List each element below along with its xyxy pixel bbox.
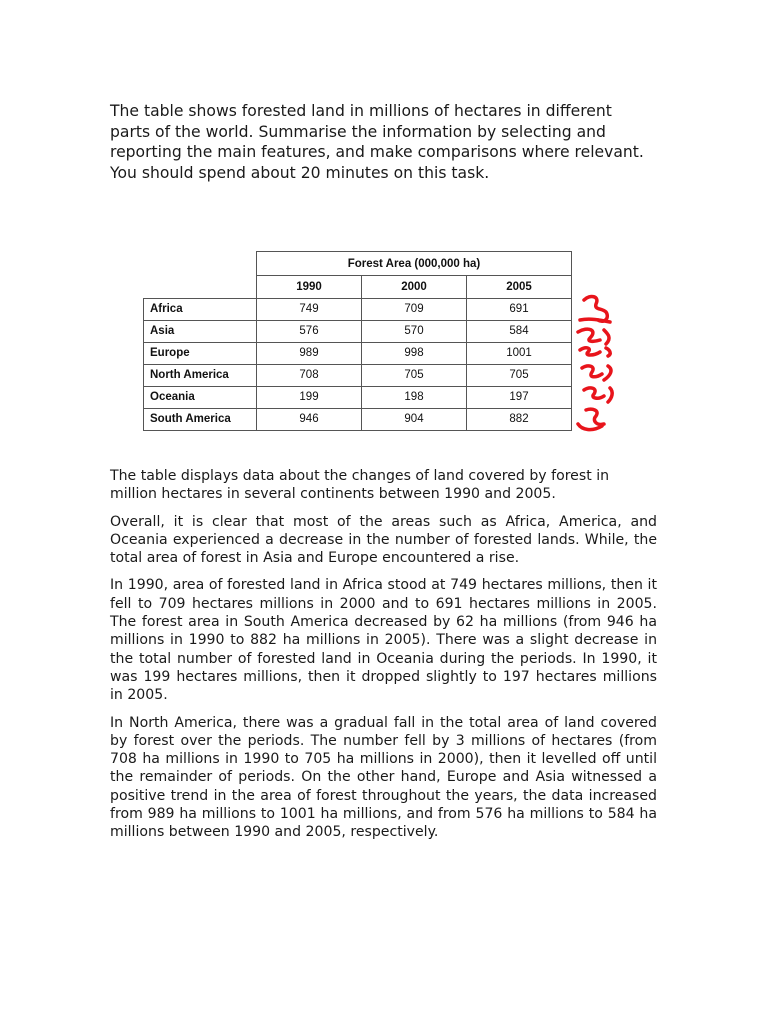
table-cell: 998 [362, 342, 467, 364]
year-header: 2005 [467, 276, 572, 299]
table-row [144, 298, 572, 320]
region-label: Africa [144, 298, 257, 320]
forest-area-table-container [143, 251, 572, 431]
region-label: South America [144, 408, 257, 430]
handwritten-mark [578, 319, 610, 344]
essay-paragraph: The table displays data about the changes of land covered by forest in million hectares in several continents between 1990 and 2005. [110, 468, 610, 503]
table-cell: 708 [257, 364, 362, 386]
table-title-row [144, 252, 572, 276]
handwritten-mark [582, 366, 611, 380]
handwritten-mark [584, 297, 607, 322]
region-label: Oceania [144, 386, 257, 408]
table-cell: 904 [362, 408, 467, 430]
table-row [144, 364, 572, 386]
year-header: 2000 [362, 276, 467, 299]
table-row [144, 408, 572, 430]
handwritten-mark [578, 409, 604, 429]
table-cell: 199 [257, 386, 362, 408]
table-cell: 584 [467, 320, 572, 342]
table-cell: 691 [467, 298, 572, 320]
table-cell: 705 [362, 364, 467, 386]
table-cell: 882 [467, 408, 572, 430]
table-title: Forest Area (000,000 ha) [257, 252, 572, 276]
essay-paragraph: In North America, there was a gradual fall in the total area of land covered by forest over the periods. The number fell by 3 millions of hectares (from 708 ha millions in 1990 to 705 ha millions in 2000), then it levelled off until the remainder of periods. On the other hand, Europe and Asia witnessed a positive trend in the area of forest throughout the years, the data increased from 989 ha millions to 1001 ha millions, and from 576 ha millions to 584 ha millions between 1990 and 2005, respectively. [110, 714, 657, 841]
essay-body [110, 467, 657, 851]
table-cell: 570 [362, 320, 467, 342]
handwritten-annotation [570, 290, 640, 445]
table-cell: 197 [467, 386, 572, 408]
region-label: Europe [144, 342, 257, 364]
table-cell: 749 [257, 298, 362, 320]
region-label: Asia [144, 320, 257, 342]
table-cell: 946 [257, 408, 362, 430]
table-row [144, 342, 572, 364]
forest-area-table [143, 251, 572, 431]
table-cell: 198 [362, 386, 467, 408]
region-label: North America [144, 364, 257, 386]
year-header: 1990 [257, 276, 362, 299]
table-row [144, 320, 572, 342]
table-row [144, 386, 572, 408]
essay-paragraph: Overall, it is clear that most of the areas such as Africa, America, and Oceania experienced a decrease in the number of forested lands. While, the total area of forest in Asia and Europe encountered a rise. [110, 513, 657, 567]
essay-paragraph: In 1990, area of forested land in Africa stood at 749 hectares millions, then it fell to 709 hectares millions in 2000 and to 691 hectares millions in 2005. The forest area in South America decreased by 62 ha millions (from 946 ha millions in 1990 to 882 ha millions in 2005). There was a slight decrease in the total number of forested land in Oceania during the periods. In 1990, it was 199 hectares millions, then it dropped slightly to 197 hectares millions in 2005. [110, 577, 657, 704]
handwritten-mark [584, 388, 612, 402]
handwritten-mark [580, 348, 610, 356]
table-header-row [144, 276, 572, 299]
table-cell: 709 [362, 298, 467, 320]
table-cell: 1001 [467, 342, 572, 364]
table-cell: 989 [257, 342, 362, 364]
task-prompt: The table shows forested land in millions of hectares in different parts of the world. Summarise the information by selecting and reporting the main features, and make comparisons where relevant. You should spend about 20 minutes on this task. [110, 102, 644, 182]
table-cell: 705 [467, 364, 572, 386]
table-cell: 576 [257, 320, 362, 342]
